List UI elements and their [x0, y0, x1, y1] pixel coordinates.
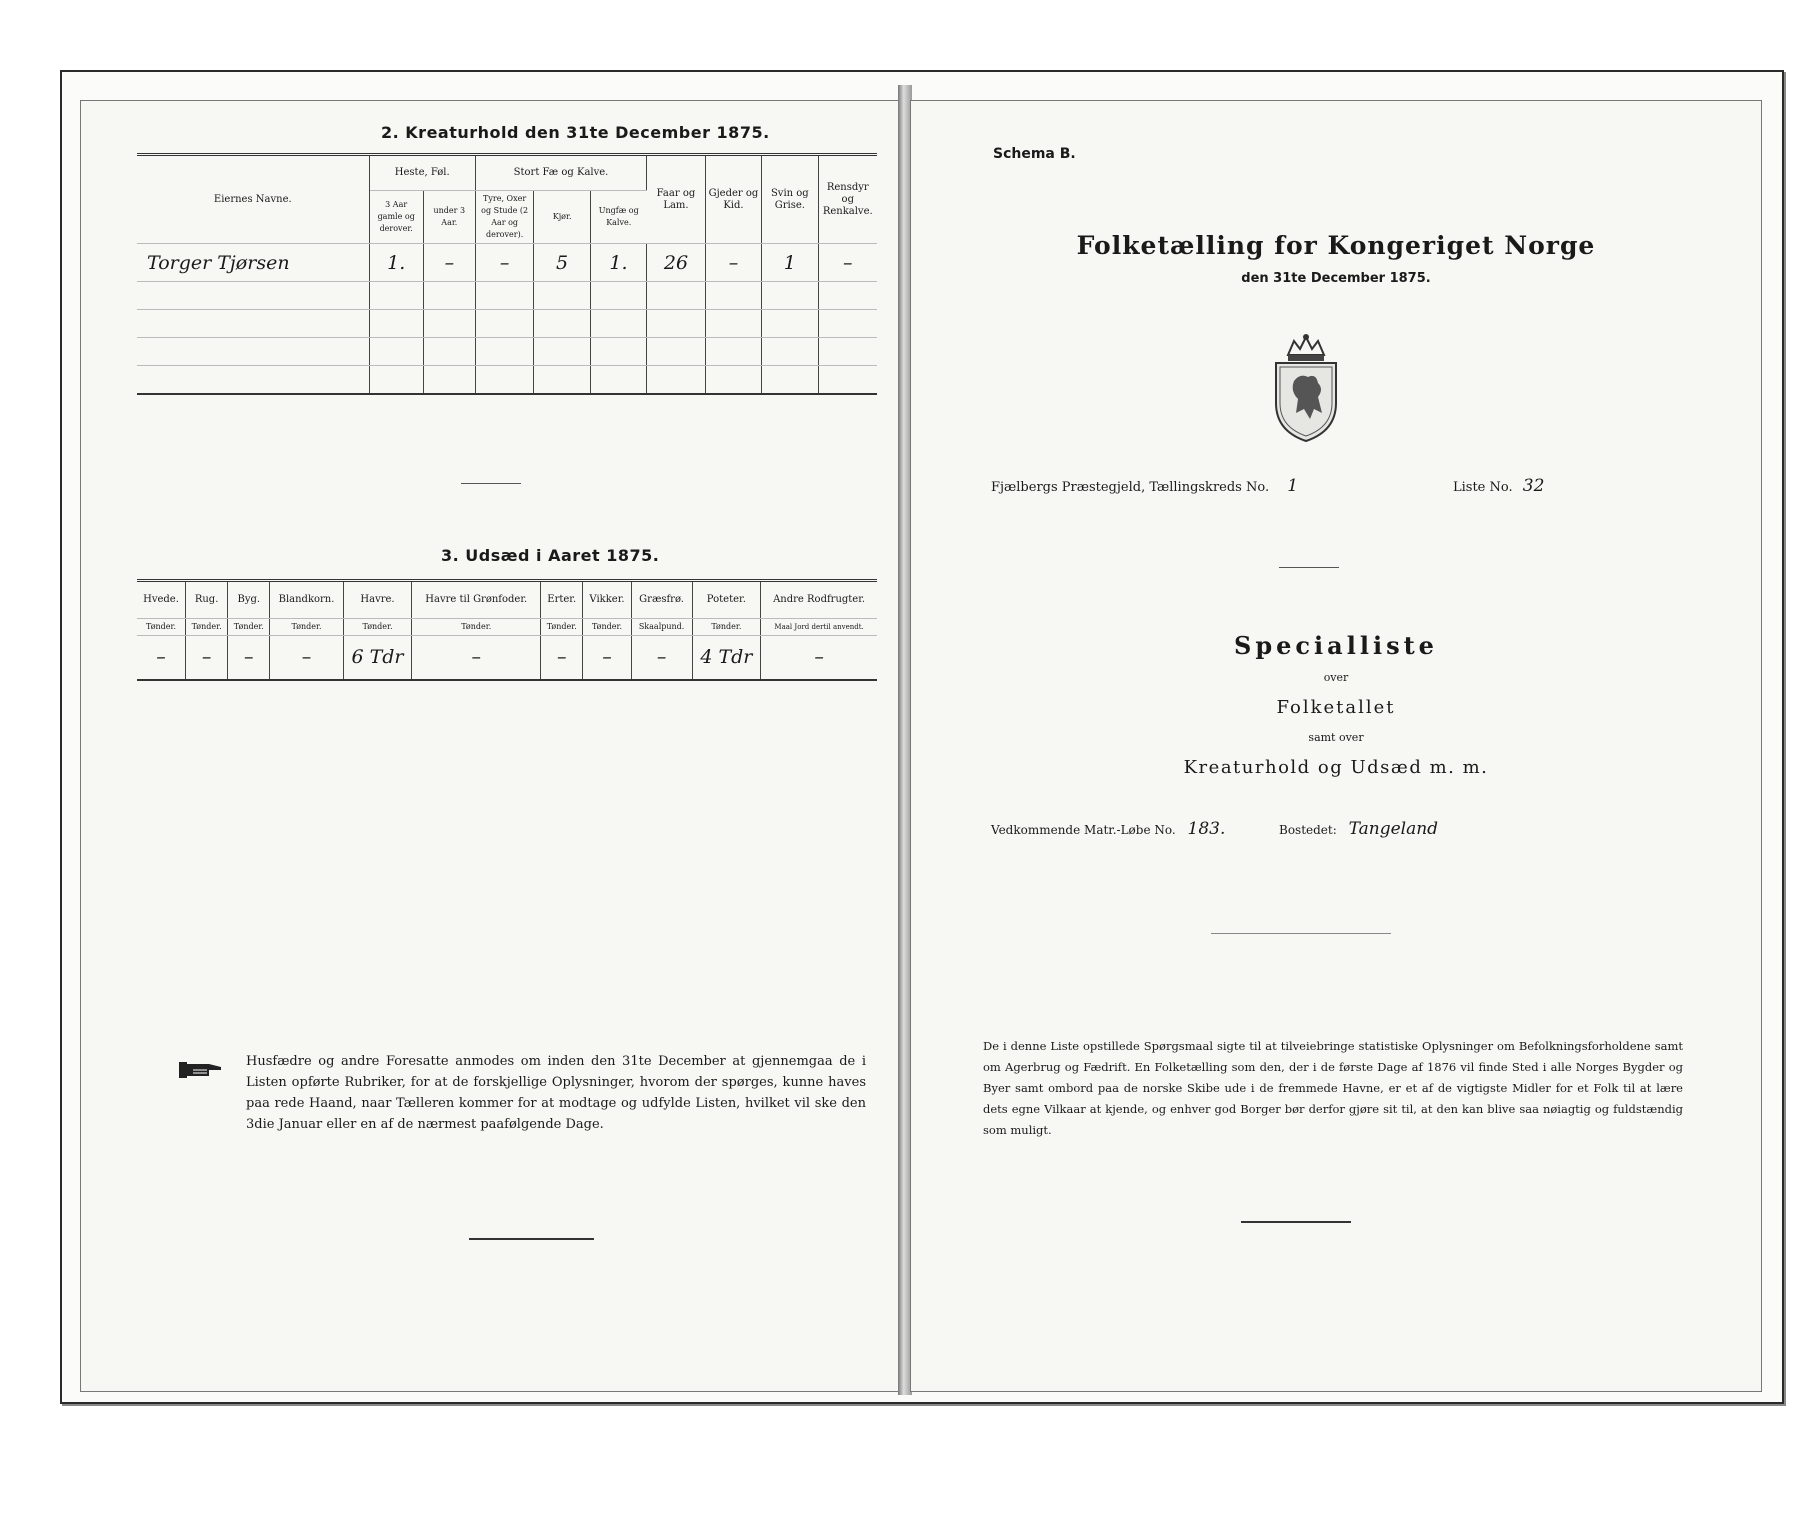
liste-number: 32 [1522, 476, 1545, 496]
sow-header: Byg. [228, 581, 270, 619]
sow-unit: Tønder. [583, 619, 631, 636]
table-row [137, 338, 877, 366]
header-rensdyr: Rensdyr og Renkalve. [818, 155, 877, 244]
footer-text: De i denne Liste opstillede Spørgsmaal sigte til at tilveiebringe statistiske Oplysninger om Befolkningsforholdene samt om Agerbrug og Fædrift. En Folketælling som den, der i de første Dage af 1876 vil finde Sted i alle Norges Bygder og Byer samt ombord paa de norske Skibe ude i de fremmede Havne, er et af de vigtigste Midler for et Folk til at lære dets egne Vilkaar at kjende, og enhver god Borger bør derfor gjøre sit til, at den kan blive saa nøiagtig og fuldstændig som muligt. [983, 1039, 1683, 1137]
sow-header: Hvede. [137, 581, 186, 619]
table-cell: – [705, 244, 761, 282]
sow-header: Græsfrø. [631, 581, 692, 619]
parish-line [991, 476, 1298, 496]
header-kvaeg-c: Ungfæ og Kalve. [590, 191, 646, 244]
sowing-table [137, 579, 877, 681]
sow-unit: Tønder. [541, 619, 583, 636]
sow-unit: Tønder. [692, 619, 761, 636]
census-date: den 31te December 1875. [1241, 271, 1431, 286]
table-cell: – [423, 244, 475, 282]
sow-header: Havre til Grønfoder. [412, 581, 541, 619]
divider [461, 483, 521, 484]
divider [1241, 1221, 1351, 1223]
district-number: 1 [1287, 476, 1299, 496]
table-row [137, 366, 877, 394]
sow-unit: Tønder. [228, 619, 270, 636]
table-cell: – [475, 244, 534, 282]
table-cell: – [818, 244, 877, 282]
instruction-note: Husfædre og andre Foresatte anmodes om inden den 31te December at gjennemgaa de i Listen opførte Rubriker, for at de forskjellige Oplysninger, hvorom der spørges, kunne haves paa rede Haand, naar Tælleren kommer for at modtage og udfylde Listen, hvilket vil ske den 3die Januar eller en af de nærmest paafølgende Dage. [246, 1054, 866, 1132]
table-cell: – [761, 636, 877, 680]
matr-label: Vedkommende Matr.-Løbe No. [991, 823, 1176, 837]
sow-header: Rug. [186, 581, 228, 619]
header-faar: Faar og Lam. [647, 155, 706, 244]
sow-unit: Skaalpund. [631, 619, 692, 636]
header-heste: Heste, Føl. [369, 155, 475, 191]
liste-label: Liste No. [1453, 480, 1513, 495]
sow-unit: Tønder. [270, 619, 343, 636]
left-page [80, 100, 902, 1392]
table-cell: 4 Tdr [692, 636, 761, 680]
matr-line [991, 819, 1225, 839]
kreatur-text: Kreaturhold og Udsæd m. m. [1183, 757, 1489, 778]
header-heste-b: under 3 Aar. [423, 191, 475, 244]
section3-title: 3. Udsæd i Aaret 1875. [441, 546, 660, 565]
table-row [137, 636, 877, 680]
matr-number: 183. [1187, 819, 1226, 839]
page-title: Folketælling for Kongeriget Norge [1076, 231, 1596, 260]
sow-header: Erter. [541, 581, 583, 619]
divider [469, 1238, 594, 1240]
sow-header: Vikker. [583, 581, 631, 619]
table-cell: – [228, 636, 270, 680]
table-cell: 1. [369, 244, 423, 282]
liste-line [1453, 476, 1544, 496]
table-cell: – [541, 636, 583, 680]
schema-label: Schema B. [993, 146, 1076, 162]
header-owner: Eiernes Navne. [137, 155, 369, 244]
table-cell: – [137, 636, 186, 680]
parish-label: Fjælbergs Præstegjeld, Tællingskreds No. [991, 480, 1270, 495]
sow-unit: Tønder. [343, 619, 412, 636]
sow-unit: Tønder. [412, 619, 541, 636]
samt-text: samt over [1308, 731, 1364, 744]
table-cell: – [583, 636, 631, 680]
sow-header: Blandkorn. [270, 581, 343, 619]
table-row [137, 244, 877, 282]
sow-header: Poteter. [692, 581, 761, 619]
owner-name: Torger Tjørsen [137, 244, 369, 282]
table-row [137, 310, 877, 338]
divider [1279, 567, 1339, 568]
pointing-hand-icon [179, 1058, 223, 1080]
table-cell: 1 [762, 244, 818, 282]
header-kvaeg-a: Tyre, Oxer og Stude (2 Aar og derover). [475, 191, 534, 244]
sow-unit: Tønder. [186, 619, 228, 636]
table-cell: – [412, 636, 541, 680]
folketallet-text: Folketallet [1276, 697, 1396, 718]
livestock-table [137, 153, 877, 395]
table-cell: – [186, 636, 228, 680]
table-cell: – [270, 636, 343, 680]
sow-unit: Maal Jord dertil anvendt. [761, 619, 877, 636]
table-cell: – [631, 636, 692, 680]
table-cell: 6 Tdr [343, 636, 412, 680]
right-page [910, 100, 1762, 1392]
section2-title: 2. Kreaturhold den 31te December 1875. [381, 123, 770, 142]
special-title: Specialliste [1234, 631, 1438, 660]
header-svin: Svin og Grise. [762, 155, 818, 244]
header-gjeder: Gjeder og Kid. [705, 155, 761, 244]
table-cell: 1. [590, 244, 646, 282]
sow-header: Andre Rodfrugter. [761, 581, 877, 619]
sow-unit: Tønder. [137, 619, 186, 636]
over-text: over [1323, 671, 1349, 684]
header-kvaeg: Stort Fæ og Kalve. [475, 155, 646, 191]
bosted-value: Tangeland [1348, 819, 1439, 839]
sow-header: Havre. [343, 581, 412, 619]
table-row [137, 282, 877, 310]
table-cell: 26 [647, 244, 706, 282]
bosted-label: Bostedet: [1279, 823, 1337, 837]
header-kvaeg-b: Kjør. [534, 191, 590, 244]
bosted-line [1279, 819, 1438, 839]
table-cell: 5 [534, 244, 590, 282]
header-heste-a: 3 Aar gamle og derover. [369, 191, 423, 244]
coat-of-arms-icon [1266, 333, 1346, 443]
divider [1211, 933, 1391, 934]
